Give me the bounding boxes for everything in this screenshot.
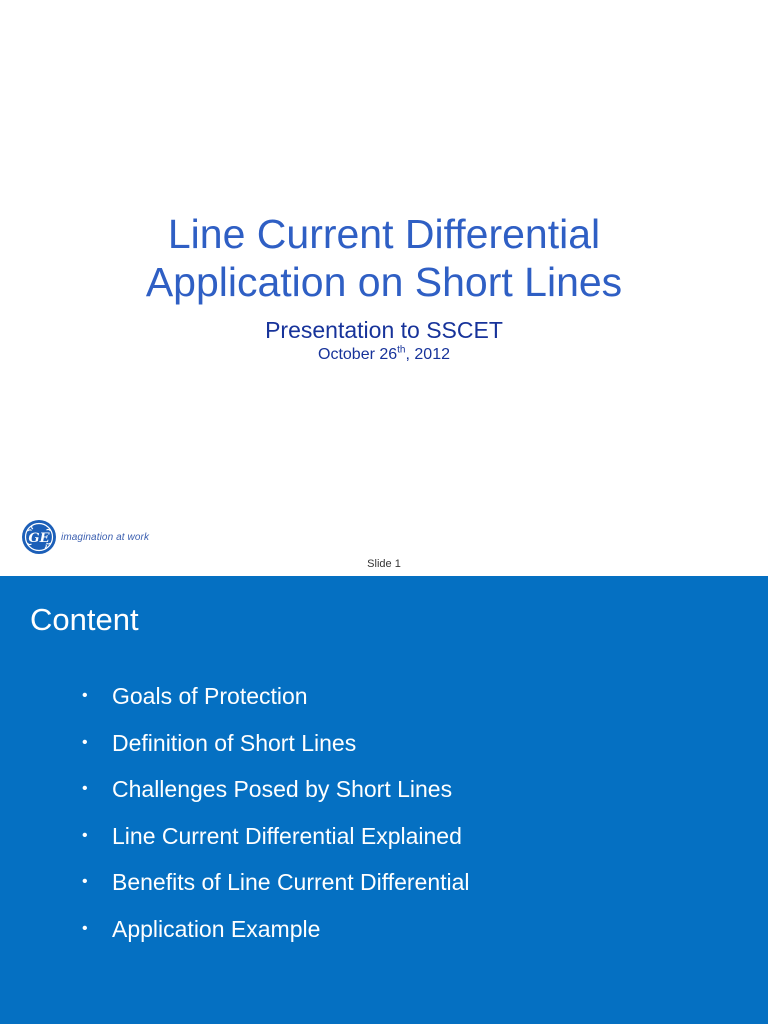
list-item-text: Application Example: [112, 915, 321, 942]
bullet-icon: •: [82, 780, 88, 797]
slide-title-line-2: Application on Short Lines: [145, 259, 623, 305]
list-item-text: Definition of Short Lines: [112, 729, 357, 756]
list-item-text: Challenges Posed by Short Lines: [112, 776, 453, 802]
list-item: [82, 915, 470, 962]
bullet-icon: •: [82, 687, 88, 704]
date-ordinal-suffix: th: [397, 344, 406, 356]
content-bullet-list: [82, 682, 470, 961]
list-item: [82, 868, 470, 915]
ge-tagline: imagination at work: [61, 531, 150, 543]
list-item: [82, 729, 470, 776]
list-item: [82, 775, 470, 822]
list-item-text: Line Current Differential Explained: [112, 822, 462, 849]
bullet-icon: •: [82, 873, 88, 890]
slide-number: Slide 1: [367, 558, 401, 570]
ge-monogram-icon: [21, 519, 57, 555]
date-suffix: , 2012: [405, 346, 450, 363]
ge-monogram-text: GE: [28, 531, 50, 546]
slide-title: [0, 210, 768, 306]
bullet-icon: •: [82, 826, 88, 844]
content-slide: [0, 576, 768, 1024]
list-item-text: Benefits of Line Current Differential: [112, 869, 470, 895]
ge-logo-group: [21, 517, 149, 557]
list-item: [82, 822, 470, 869]
content-heading: Content: [30, 602, 139, 637]
presentation-date: [0, 345, 768, 365]
list-item-text: Goals of Protection: [112, 683, 308, 709]
slide-subtitle: Presentation to SSCET: [265, 317, 503, 343]
slide-title-line-1: Line Current Differential: [167, 211, 601, 257]
date-prefix: October 26: [318, 346, 398, 363]
list-item: [82, 682, 470, 729]
bullet-icon: •: [82, 733, 88, 751]
bullet-icon: •: [82, 919, 88, 937]
